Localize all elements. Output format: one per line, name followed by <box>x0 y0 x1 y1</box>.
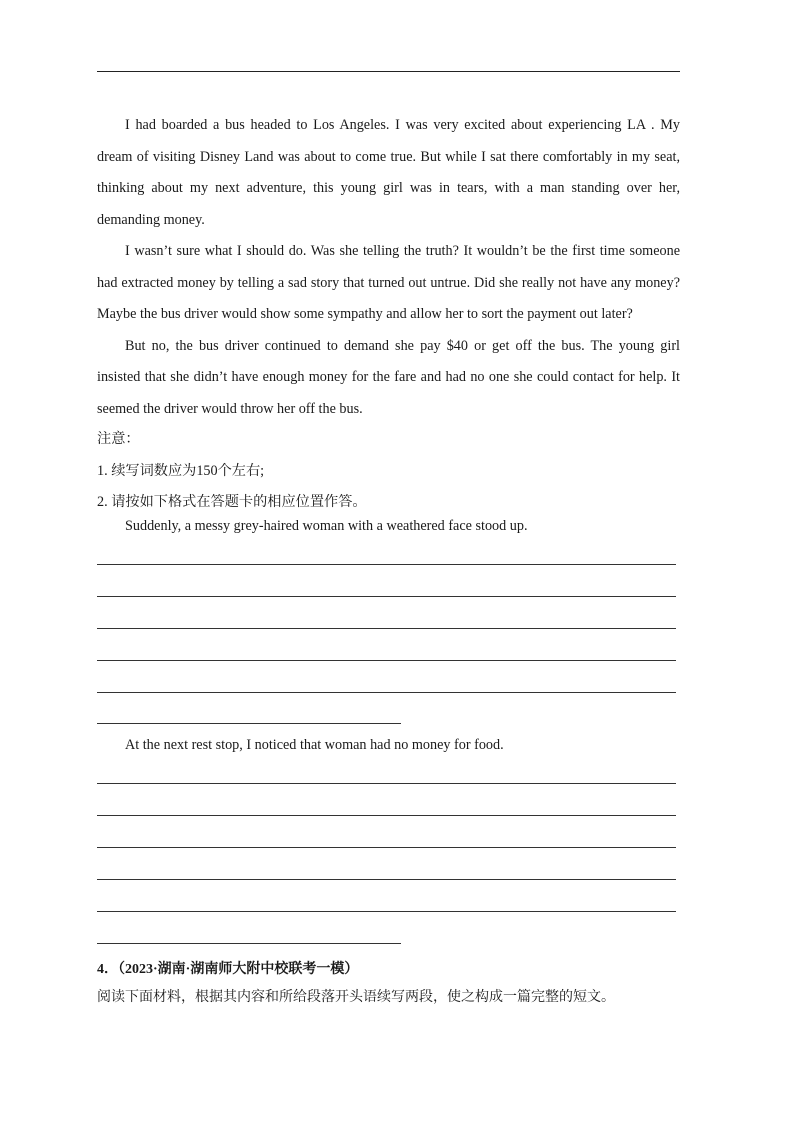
answer-line[interactable] <box>97 815 676 816</box>
paragraph-opener-2: At the next rest stop, I noticed that woman had no money for food. <box>125 737 504 753</box>
header-rule <box>97 71 680 72</box>
answer-line[interactable] <box>97 660 676 661</box>
answer-line[interactable] <box>97 847 676 848</box>
answer-line[interactable] <box>97 783 676 784</box>
notes-section <box>97 424 680 519</box>
answer-line[interactable] <box>97 911 676 912</box>
question-instruction: 阅读下面材料，根据其内容和所给段落开头语续写两段，使之构成一篇完整的短文。 <box>97 990 615 1005</box>
answer-line[interactable] <box>97 564 676 565</box>
passage-paragraph-2: I wasn’t sure what I should do. Was she telling the truth? It wouldn’t be the first time someone had extracted money by telling a sad story that turned out untrue. Did she really not have any money? Maybe the bus driver would show some sympathy and allow her to sort the payment out later? <box>97 243 680 322</box>
question-number: 4．（2023·湖南·湖南师大附中校联考一模） <box>97 962 359 977</box>
answer-line[interactable] <box>97 879 676 880</box>
note-item-1: 1. 续写词数应为150个左右; <box>97 462 265 479</box>
notes-heading: 注意： <box>97 431 140 447</box>
answer-line-short[interactable] <box>97 943 401 944</box>
paragraph-opener-1: Suddenly, a messy grey-haired woman with a weathered face stood up. <box>125 518 528 534</box>
answer-line[interactable] <box>97 692 676 693</box>
passage-paragraph-3: But no, the bus driver continued to demand she pay $40 or get off the bus. The young girl insisted that she didn’t have enough money for the fare and had no one she could contact for help. It seemed the driver would throw her off the bus. <box>97 337 680 417</box>
answer-line-short[interactable] <box>97 723 401 724</box>
note-item-2: 2. 请按如下格式在答题卡的相应位置作答。 <box>97 494 367 510</box>
story-passage <box>97 110 680 425</box>
passage-paragraph-1: I had boarded a bus headed to Los Angeles. I was very excited about experiencing LA . My dream of visiting Disney Land was about to come true. But while I sat there comfortably in my seat, thinking about my next adventure, this young girl was in tears, with a man standing over her, demanding money. <box>97 117 680 228</box>
answer-line[interactable] <box>97 596 676 597</box>
answer-line[interactable] <box>97 628 676 629</box>
